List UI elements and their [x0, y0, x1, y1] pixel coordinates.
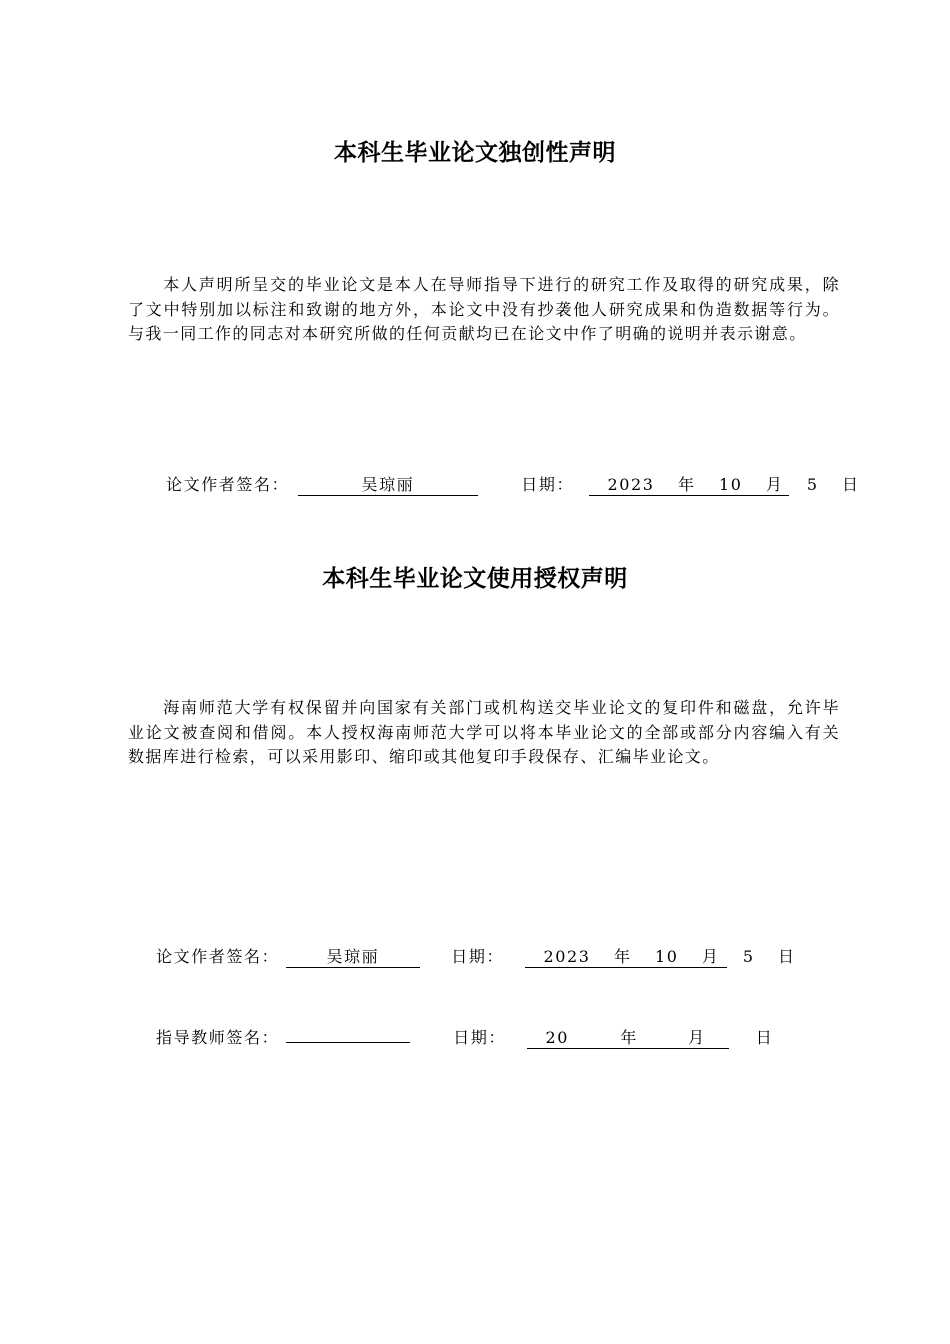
date-month: 10: [654, 947, 679, 966]
advisor-date-year: 20: [545, 1028, 570, 1047]
authorization-body: 海南师范大学有权保留并向国家有关部门或机构送交毕业论文的复印件和磁盘，允许毕业论文被查阅和借阅。本人授权海南师范大学可以将本毕业论文的全部或部分内容编入有关数据库进行检索，可以采用影印、缩印或其他复印手段保存、汇编毕业论文。: [128, 698, 840, 766]
advisor-date-field[interactable]: [527, 1028, 774, 1049]
advisor-date-label: 日期：: [453, 1028, 507, 1047]
date-day-unit: 日: [842, 475, 860, 494]
date-year-unit: 年: [613, 947, 632, 966]
date-label: 日期：: [451, 947, 505, 966]
date-label: 日期：: [521, 475, 575, 494]
date-year: 2023: [607, 475, 655, 494]
advisor-date-year-unit: 年: [620, 1028, 638, 1047]
authorization-signature-line: [156, 946, 796, 968]
advisor-signature-field[interactable]: [286, 1022, 410, 1043]
date-year-unit: 年: [677, 475, 696, 494]
author-signature-label: 论文作者签名：: [156, 947, 280, 966]
date-year: 2023: [543, 947, 591, 966]
originality-title: 本科生毕业论文独创性声明: [334, 140, 616, 166]
authorization-title: 本科生毕业论文使用授权声明: [322, 566, 628, 592]
date-day-unit: 日: [778, 947, 796, 966]
date-month-unit: 月: [701, 947, 720, 966]
author-signature-field[interactable]: 吴琼丽: [298, 475, 478, 496]
date-field[interactable]: [589, 475, 860, 496]
advisor-date-day-unit: 日: [755, 1028, 774, 1047]
advisor-signature-label: 指导教师签名：: [156, 1028, 280, 1047]
date-month: 10: [718, 475, 743, 494]
originality-signature-line: [166, 474, 860, 496]
date-day: 5: [806, 475, 819, 494]
author-signature-field[interactable]: 吴琼丽: [286, 947, 420, 968]
date-field[interactable]: [525, 947, 796, 968]
advisor-date-month-unit: 月: [688, 1028, 706, 1047]
advisor-signature-line: [156, 1022, 774, 1049]
author-signature-label: 论文作者签名：: [166, 475, 290, 494]
date-month-unit: 月: [765, 475, 784, 494]
date-day: 5: [742, 947, 755, 966]
originality-body: 本人声明所呈交的毕业论文是本人在导师指导下进行的研究工作及取得的研究成果，除了文中特别加以标注和致谢的地方外，本论文中没有抄袭他人研究成果和伪造数据等行为。与我一同工作的同志对本研究所做的任何贡献均已在论文中作了明确的说明并表示谢意。: [128, 275, 840, 343]
